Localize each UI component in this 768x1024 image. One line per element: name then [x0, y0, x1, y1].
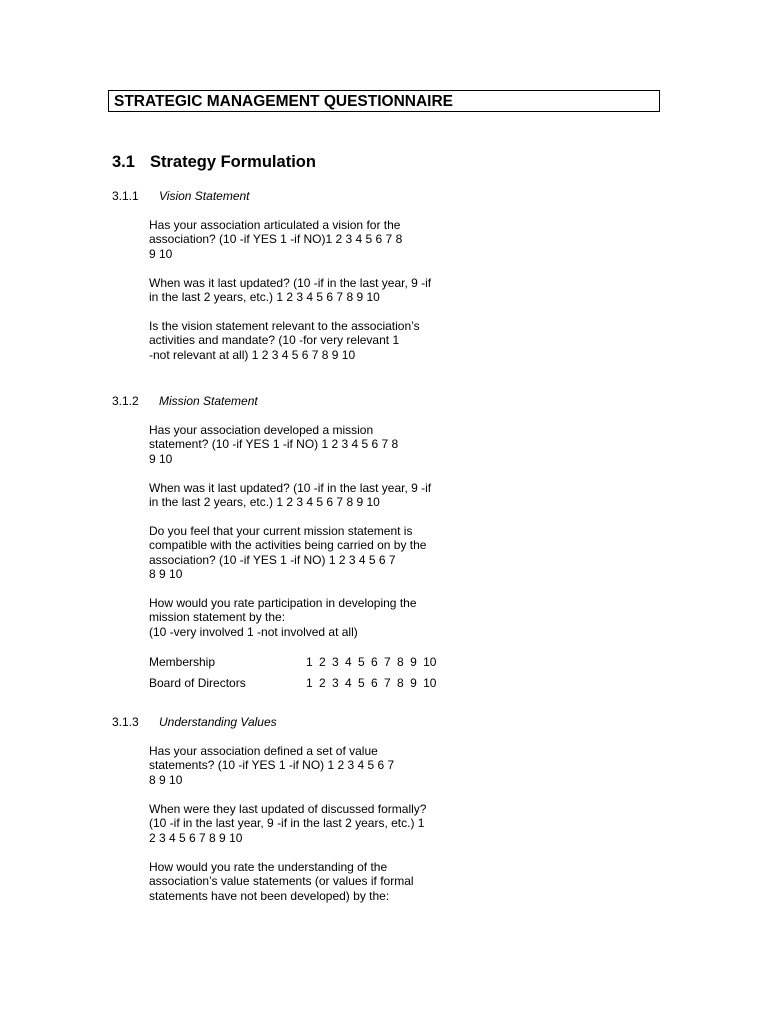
subsection-heading-mission: [112, 394, 258, 408]
section-title: Strategy Formulation: [150, 153, 316, 171]
question-values-understanding: How would you rate the understanding of the association’s value statements (or values if formal statements have not been developed) by the:: [149, 860, 414, 903]
subsection-number: 3.1.1: [112, 189, 139, 203]
subsection-heading-values: [112, 715, 277, 729]
question-mission-compatible: Do you feel that your current mission statement is compatible with the activities being carried on by the association? (10 -if YES 1 -if NO) 1 2 3 4 5 6 7 8 9 10: [149, 524, 427, 582]
question-mission-participation: How would you rate participation in developing the mission statement by the: (10 -very involved 1 -not involved at all): [149, 596, 417, 639]
question-vision-articulated: Has your association articulated a vision for the association? (10 -if YES 1 -if NO)1 2 3 4 5 6 7 8 9 10: [149, 218, 403, 261]
question-values-updated: When were they last updated of discussed formally? (10 -if in the last year, 9 -if in the last 2 years, etc.) 1 2 3 4 5 6 7 8 9 10: [149, 802, 427, 845]
document-title: STRATEGIC MANAGEMENT QUESTIONNAIRE: [108, 90, 660, 112]
rating-row-membership: [149, 655, 449, 669]
subsection-heading-vision: [112, 189, 250, 203]
subsection-title: Understanding Values: [159, 715, 277, 729]
subsection-number: 3.1.2: [112, 394, 139, 408]
subsection-title: Vision Statement: [159, 189, 250, 203]
question-values-defined: Has your association defined a set of value statements? (10 -if YES 1 -if NO) 1 2 3 4 5 6 7 8 9 10: [149, 744, 395, 787]
rating-row-board: [149, 676, 449, 690]
section-number: 3.1: [112, 153, 135, 171]
question-mission-developed: Has your association developed a mission statement? (10 -if YES 1 -if NO) 1 2 3 4 5 6 7 8 9 10: [149, 423, 399, 466]
rating-row-label: Board of Directors: [149, 676, 246, 690]
subsection-number: 3.1.3: [112, 715, 139, 729]
question-vision-relevant: Is the vision statement relevant to the association’s activities and mandate? (10 -for very relevant 1 -not relevant at all) 1 2 3 4 5 6 7 8 9 10: [149, 319, 420, 362]
question-vision-updated: When was it last updated? (10 -if in the last year, 9 -if in the last 2 years, etc.) 1 2 3 4 5 6 7 8 9 10: [149, 276, 432, 305]
rating-scale: 1 2 3 4 5 6 7 8 9 10: [306, 655, 437, 669]
question-mission-updated: When was it last updated? (10 -if in the last year, 9 -if in the last 2 years, etc.) 1 2 3 4 5 6 7 8 9 10: [149, 481, 432, 510]
section-heading: [112, 152, 316, 172]
rating-scale: 1 2 3 4 5 6 7 8 9 10: [306, 676, 437, 690]
subsection-title: Mission Statement: [159, 394, 258, 408]
rating-row-label: Membership: [149, 655, 216, 669]
